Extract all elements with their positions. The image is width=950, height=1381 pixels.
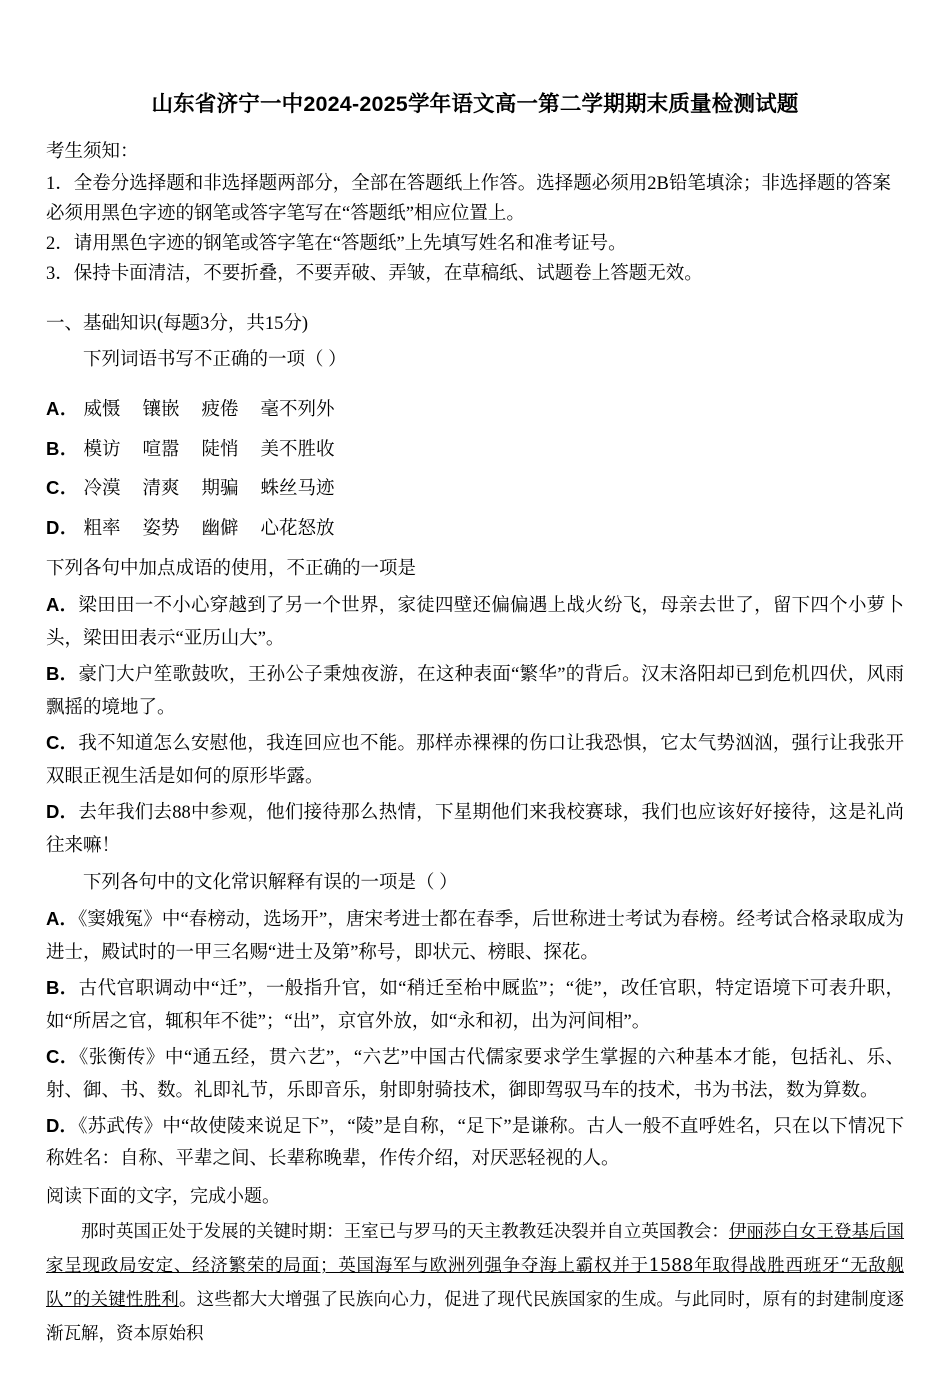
question-1-option-a[interactable] <box>46 394 904 426</box>
notice-heading: 考生须知： <box>46 142 139 163</box>
question-1-stem: 下列词语书写不正确的一项（ ） <box>83 349 347 370</box>
question-3-option-b[interactable] <box>46 972 904 1039</box>
option-label: D． <box>46 517 79 539</box>
option-text: 《张衡传》中“通五经，贯六艺”，“六艺”中国古代儒家要求学生掌握的六种基本才能，包括礼、乐、射、御、书、数。礼即礼节，乐即音乐，射即射骑技术，御即驾驭马车的技术，书为书法，数为算数。 <box>46 1047 904 1101</box>
option-word: 粗率 <box>83 519 121 540</box>
reading-segment-underlined: 伊丽莎白女王登基后国家呈现政局安定、经济繁荣的局面；英国海军与欧洲列强争夺海上霸权并于1588年取得战胜西班牙“无敌舰队”的关键性胜利 <box>46 1221 905 1311</box>
question-1-option-c[interactable] <box>46 473 904 505</box>
question-2-option-a[interactable] <box>46 589 904 656</box>
question-3-stem: 下列各句中的文化常识解释有误的一项是（ ） <box>83 872 458 893</box>
option-label: A． <box>46 908 79 929</box>
reading-segment-plain-2: 。这些都大大增强了民族向心力，促进了现代民族国家的生成。与此同时，原有的封建制度逐渐瓦解，资本原始积 <box>46 1290 905 1345</box>
option-word: 美不胜收 <box>260 439 335 460</box>
option-word: 镶嵌 <box>142 400 180 421</box>
notice-item-3: 3．保持卡面清洁，不要折叠，不要弄破、弄皱，在草稿纸、试题卷上答题无效。 <box>46 263 703 284</box>
question-1-option-d[interactable] <box>46 513 904 545</box>
option-word: 喧嚣 <box>142 439 180 460</box>
option-label: B． <box>46 663 79 685</box>
option-text: 去年我们去88中参观，他们接待那么热情，下星期他们来我校赛球，我们也应该好好接待，这是礼尚往来嘛！ <box>46 802 904 856</box>
option-word: 疲倦 <box>201 400 239 421</box>
reading-instruction: 阅读下面的文字，完成小题。 <box>46 1186 280 1208</box>
reading-segment-plain-1: 那时英国正处于发展的关键时期：王室已与罗马的天主教教廷决裂并自立英国教会： <box>81 1221 729 1242</box>
option-label: C． <box>46 477 79 499</box>
option-label: D． <box>46 1114 79 1136</box>
question-2-option-d[interactable] <box>46 796 904 863</box>
option-word: 姿势 <box>142 519 180 540</box>
question-2-option-c[interactable] <box>46 727 904 794</box>
option-word: 威慑 <box>83 400 121 421</box>
option-text: 《苏武传》中“故使陵来说足下”，“陵”是自称，“足下”是谦称。古人一般不直呼姓名，只在以下情况下称姓名：自称、平辈之间、长辈称晚辈，作传介绍，对厌恶轻视的人。 <box>46 1116 904 1170</box>
option-word: 毫不列外 <box>260 400 335 421</box>
option-label: C． <box>46 1045 79 1067</box>
option-word: 心花怒放 <box>260 519 335 540</box>
page-title: 山东省济宁一中2024-2025学年语文高一第二学期期末质量检测试题 <box>151 92 799 116</box>
option-label: B． <box>46 976 79 998</box>
option-text: 我不知道怎么安慰他，我连回应也不能。那样赤裸裸的伤口让我恐惧，它太气势汹汹，强行让我张开双眼正视生活是如何的原形毕露。 <box>46 733 904 787</box>
option-word: 幽僻 <box>201 519 239 540</box>
option-text: 《窦娥冤》中“春榜动，选场开”，唐宋考进士都在春季，后世称进士考试为春榜。经考试合格录取成为进士，殿试时的一甲三名赐“进士及第”称号，即状元、榜眼、探花。 <box>46 910 904 963</box>
option-text: 梁田田一不小心穿越到了另一个世界，家徒四壁还偏偏遇上战火纷飞，母亲去世了，留下四个小萝卜头，梁田田表示“亚历山大”。 <box>46 596 904 650</box>
option-label: C． <box>46 731 79 753</box>
option-label: A． <box>46 398 79 420</box>
question-1-option-b[interactable] <box>46 434 904 466</box>
option-text: 豪门大户笙歌鼓吹，王孙公子秉烛夜游，在这种表面“繁华”的背后。汉末洛阳却已到危机四伏，风雨飘摇的境地了。 <box>46 665 904 719</box>
question-2-option-b[interactable] <box>46 658 904 725</box>
option-word: 陡悄 <box>201 439 239 460</box>
question-3-option-d[interactable] <box>46 1110 904 1177</box>
notice-item-2: 2．请用黑色字迹的钢笔或答字笔在“答题纸”上先填写姓名和准考证号。 <box>46 233 627 254</box>
option-label: A． <box>46 594 79 616</box>
question-3-option-a[interactable] <box>46 903 904 970</box>
option-word: 蛛丝马迹 <box>260 479 335 500</box>
option-word: 期骗 <box>201 479 239 500</box>
question-3-option-c[interactable] <box>46 1041 904 1108</box>
question-2-stem: 下列各句中加点成语的使用，不正确的一项是 <box>46 558 417 579</box>
option-word: 模访 <box>83 439 121 460</box>
option-label: D． <box>46 800 79 822</box>
option-text: 古代官职调动中“迁”，一般指升官，如“稍迁至枱中厩监”；“徙”，改任官职，特定语境下可表升职，如“所居之官，辄积年不徙”；“出”，京官外放，如“永和初，出为河间相”。 <box>46 978 904 1032</box>
option-word: 清爽 <box>142 479 180 500</box>
option-label: B． <box>46 437 79 459</box>
section-one-heading: 一、基础知识(每题3分，共15分) <box>46 313 309 334</box>
option-word: 冷漠 <box>83 479 121 500</box>
notice-item-1: 1．全卷分选择题和非选择题两部分，全部在答题纸上作答。选择题必须用2B铅笔填涂；非选择题的答案必须用黑色字迹的钢笔或答字笔写在“答题纸”相应位置上。 <box>46 173 891 224</box>
reading-paragraph <box>46 1215 904 1352</box>
